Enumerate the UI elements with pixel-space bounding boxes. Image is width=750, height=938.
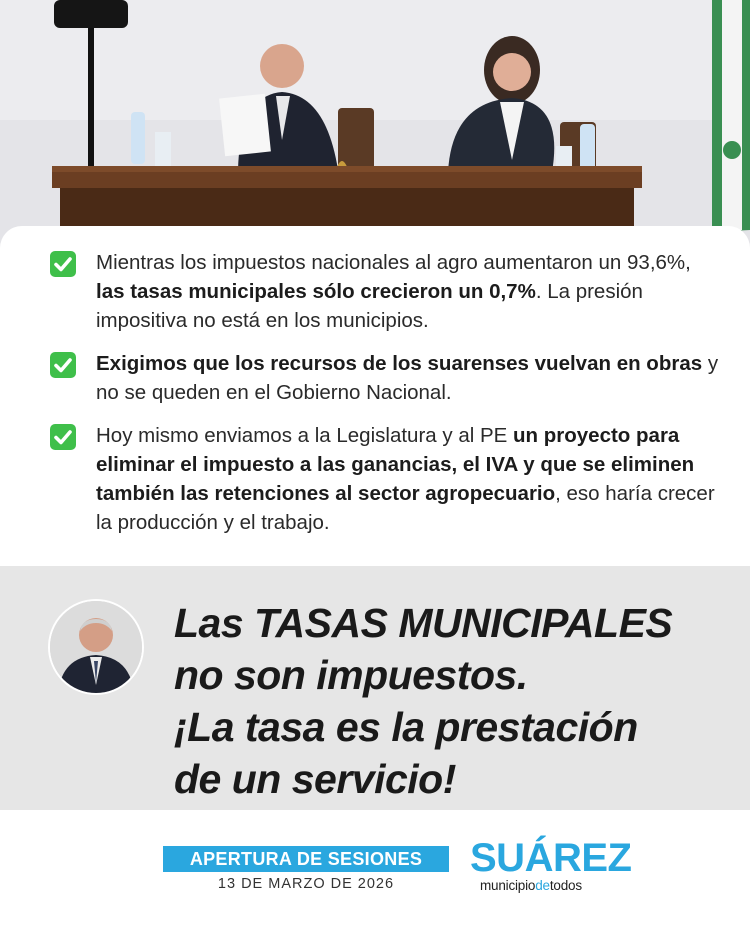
speaker-portrait-icon (50, 601, 142, 693)
brand-logo-text: SUÁREZ (470, 836, 632, 880)
event-title-badge: APERTURA DE SESIONES (163, 846, 449, 872)
tagline-part: todos (549, 878, 582, 893)
brand-tagline (480, 878, 582, 893)
bullet-text-bold: Exigimos que los recursos de los suarenses vuelvan en obras (96, 352, 703, 375)
council-session-photo (0, 0, 750, 260)
bullet-text-bold: un proyecto para eliminar el impuesto a las ganancias, el IVA y que se eliminen también las retenciones al sector agropecuario (96, 424, 695, 505)
bullet-text-bold: las tasas municipales sólo crecieron un 0,7% (96, 280, 536, 303)
bullet-text: y no se queden en el Gobierno Nacional. (96, 352, 719, 404)
tagline-part: de (535, 878, 550, 893)
event-date: 13 DE MARZO DE 2026 (217, 876, 395, 892)
footer (0, 810, 750, 938)
bullet-item (50, 421, 720, 537)
check-mark-icon (50, 251, 76, 277)
speaker-avatar (48, 599, 144, 695)
bullet-item (50, 349, 720, 407)
bullet-text: Mientras los impuestos nacionales al agro aumentaron un 93,6%, (96, 251, 691, 274)
check-mark-icon (50, 424, 76, 450)
quote-line: de un servicio! (174, 756, 456, 802)
bullet-text: . La presión impositiva no está en los municipios. (96, 280, 643, 332)
quote-text (174, 597, 734, 805)
bullet-item (50, 248, 720, 335)
tagline-part: municipio (480, 878, 536, 893)
quote-line: Las TASAS MUNICIPALES (174, 600, 673, 646)
bullet-text: Hoy mismo enviamos a la Legislatura y al PE (96, 424, 514, 447)
bullet-text: , eso haría crecer la producción y el trabajo. (96, 482, 715, 534)
header-photo (0, 0, 750, 260)
quote-line: ¡La tasa es la prestación (174, 704, 638, 750)
quote-line: no son impuestos. (174, 652, 528, 698)
bullet-list (50, 248, 720, 551)
check-mark-icon (50, 352, 76, 378)
